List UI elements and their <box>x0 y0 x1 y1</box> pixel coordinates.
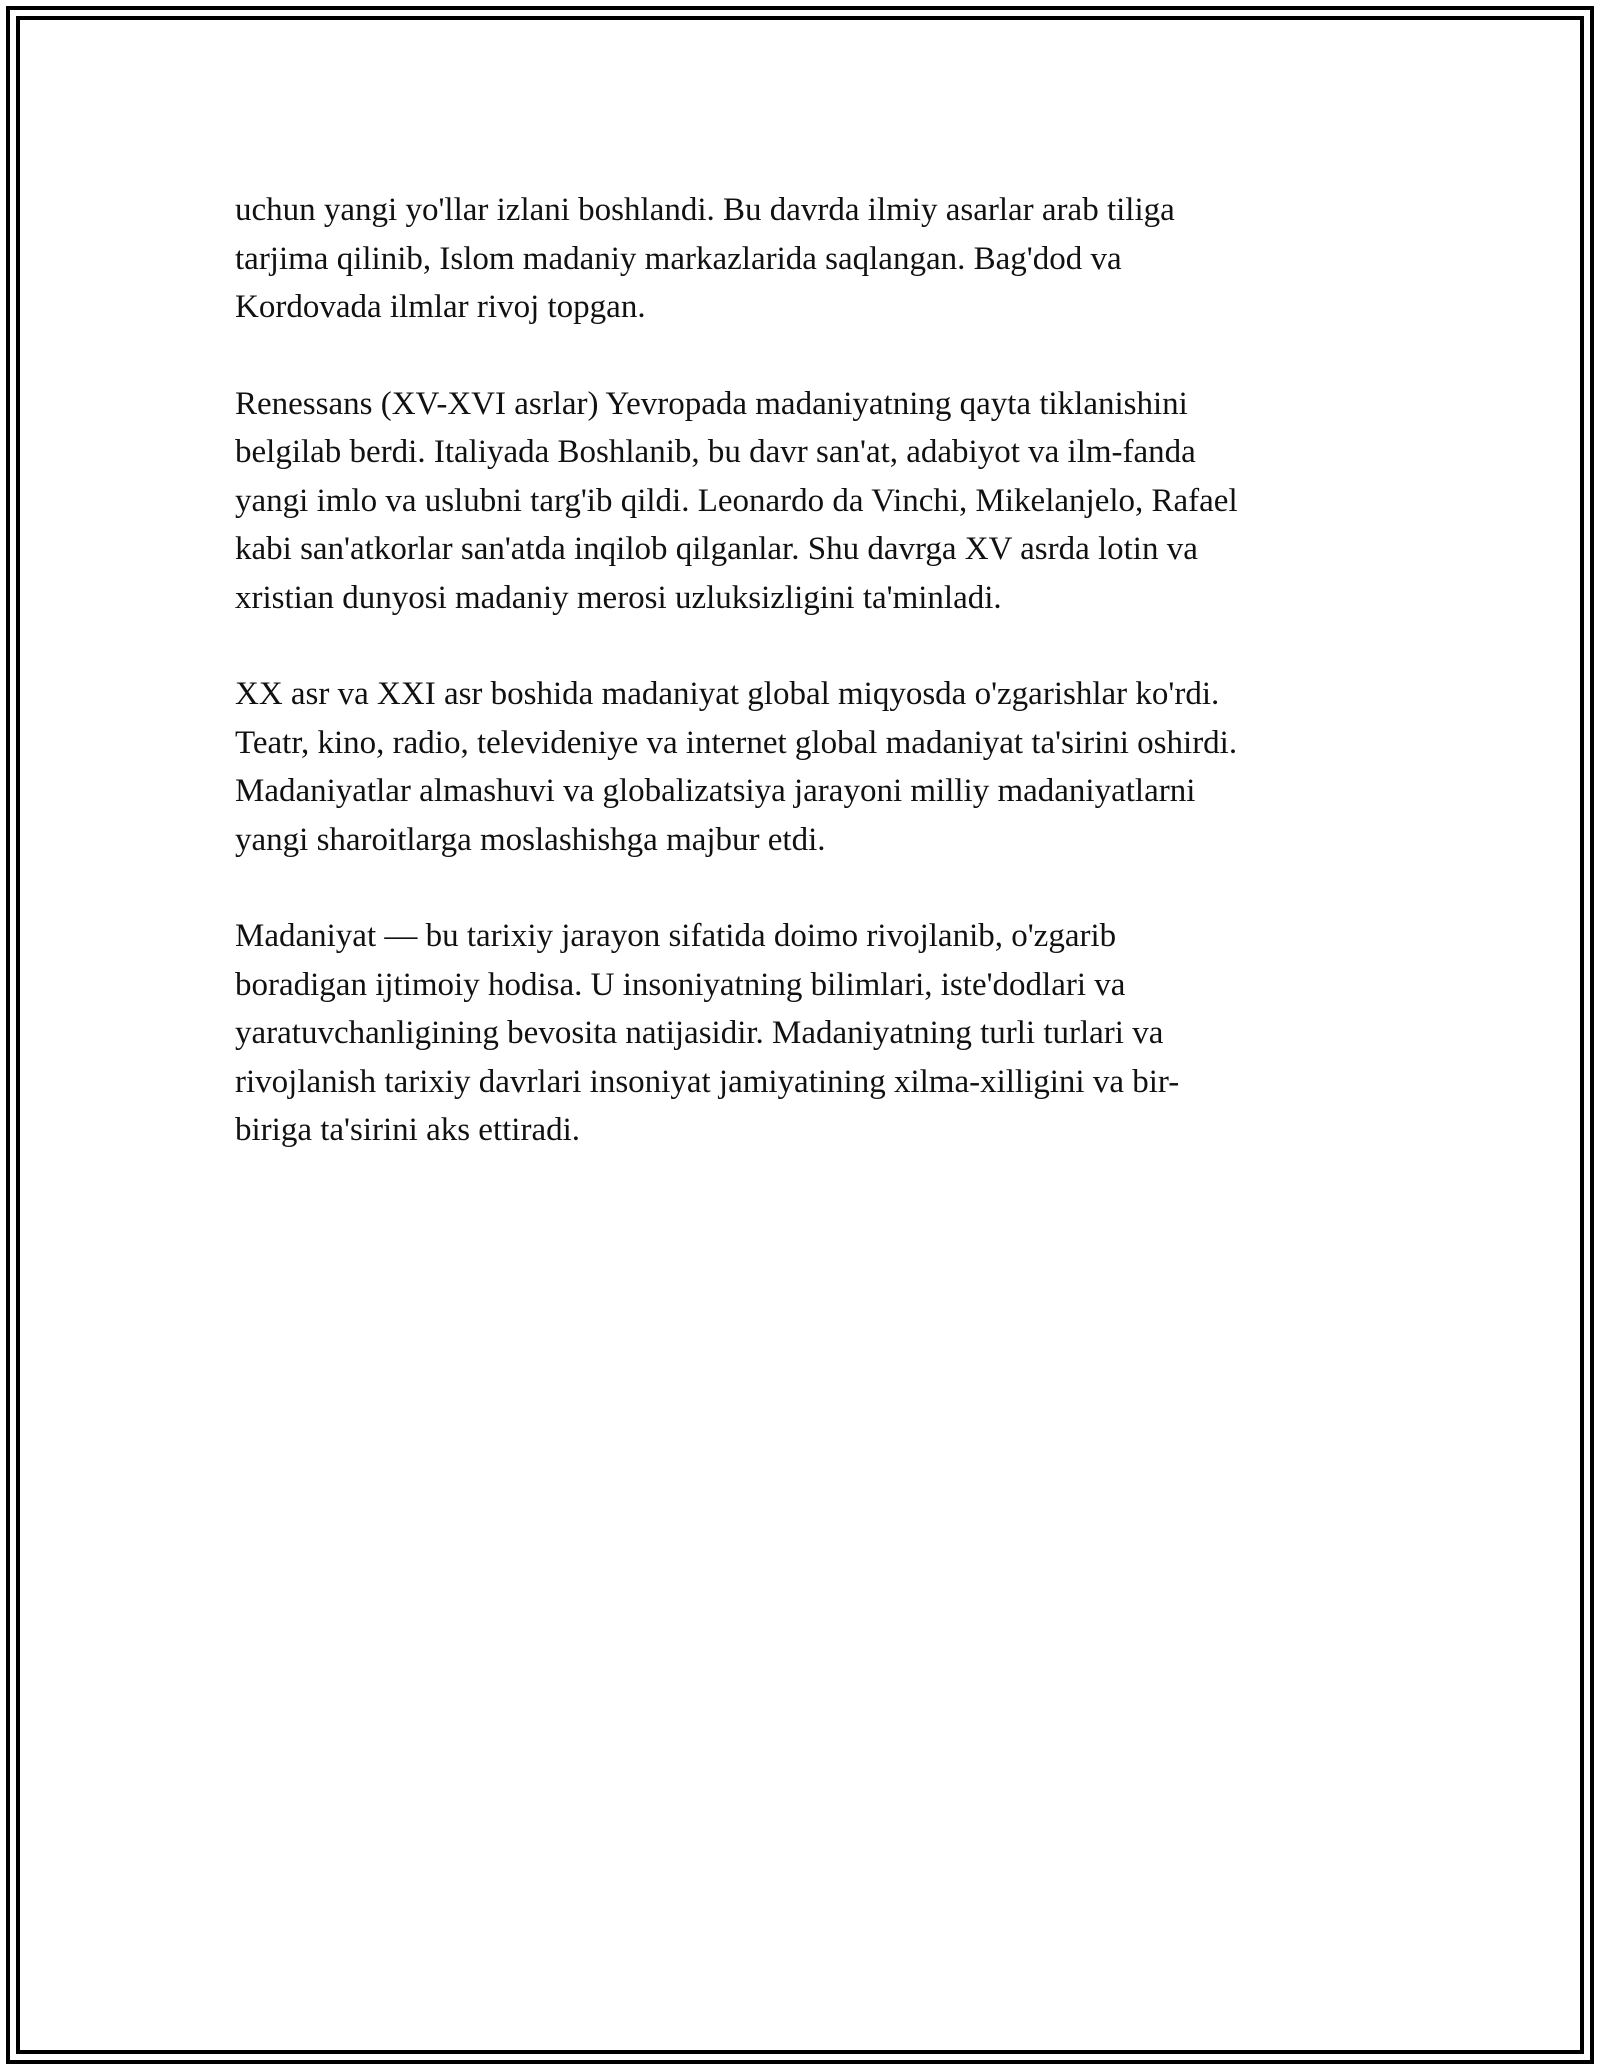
paragraph-line: Kordovada ilmlar rivoj topgan. <box>235 289 646 325</box>
paragraph-line: xristian dunyosi madaniy merosi uzluksizligini ta'minladi. <box>235 579 1002 616</box>
paragraph-line: kabi san'atkorlar san'atda inqilob qilganlar. Shu davrga XV asrda lotin va <box>235 531 1198 567</box>
paragraph-line: Teatr, kino, radio, televideniye va internet global madaniyat ta'sirini oshirdi. <box>235 724 1238 761</box>
paragraph-line: Renessans (XV-XVI asrlar) Yevropada madaniyatning qayta tiklanishini <box>235 385 1188 422</box>
paragraph-line: yaratuvchanligining bevosita natijasidir. Madaniyatning turli turlari va <box>235 1015 1164 1051</box>
paragraph-line: rivojlanish tarixiy davrlari insoniyat jamiyatining xilma-xilligini va bir- <box>235 1063 1180 1100</box>
paragraph-2 <box>235 380 1365 623</box>
paragraph-line: tarjima qilinib, Islom madaniy markazlarida saqlangan. Bag'dod va <box>235 240 1122 277</box>
paragraph-line: XX asr va XXI asr boshida madaniyat global miqyosda o'zgarishlar ko'rdi. <box>235 676 1220 712</box>
paragraph-line: Madaniyat — bu tarixiy jarayon sifatida doimo rivojlanib, o'zgarib <box>235 918 1117 954</box>
paragraph-line: uchun yangi yo'llar izlani boshlandi. Bu davrda ilmiy asarlar arab tiliga <box>235 192 1175 228</box>
paragraph-line: yangi imlo va uslubni targ'ib qildi. Leonardo da Vinchi, Mikelanjelo, Rafael <box>235 482 1238 519</box>
document-body <box>235 186 1365 1203</box>
paragraph-line: boradigan ijtimoiy hodisa. U insoniyatning bilimlari, iste'dodlari va <box>235 966 1126 1003</box>
paragraph-4 <box>235 912 1365 1155</box>
paragraph-1 <box>235 186 1365 332</box>
paragraph-line: Madaniyatlar almashuvi va globalizatsiya jarayoni milliy madaniyatlarni <box>235 773 1196 809</box>
paragraph-line: biriga ta'sirini aks ettiradi. <box>235 1112 581 1148</box>
paragraph-line: yangi sharoitlarga moslashishga majbur etdi. <box>235 821 826 858</box>
paragraph-line: belgilab berdi. Italiyada Boshlanib, bu davr san'at, adabiyot va ilm-fanda <box>235 434 1196 470</box>
paragraph-3 <box>235 670 1365 864</box>
